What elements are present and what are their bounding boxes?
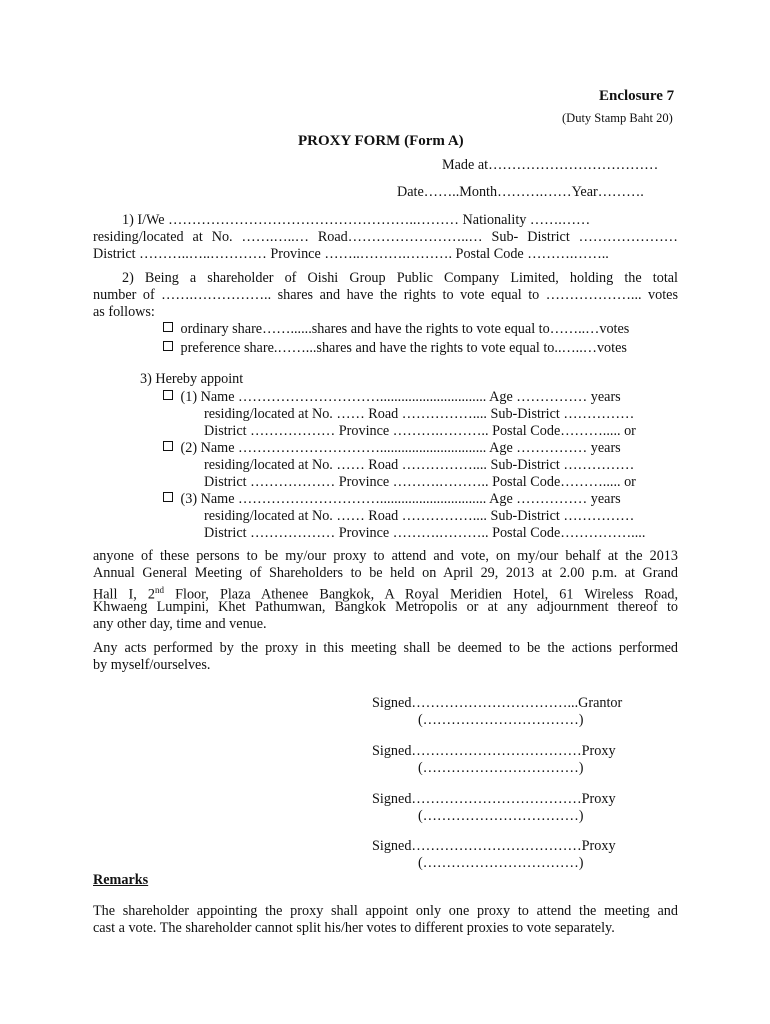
acts-paragraph-line-2: by myself/ourselves. [93,657,211,673]
proxy-1-printed-name[interactable]: (……………………………) [418,760,584,776]
shareholding-line: 2) Being a shareholder of Oishi Group Public Company Limited, holding the total [122,270,678,286]
remarks-heading: Remarks [93,872,149,888]
proxy-1-signature-line[interactable]: Signed………………………………Proxy [372,743,616,759]
proxy-3-name-text: (3) Name ………………………….............................. Age …………… years [180,491,621,507]
shareholder-name-line[interactable]: 1) I/We ……………………………………………..……… Nationality …….…… [122,212,591,228]
meeting-paragraph-line-1: anyone of these persons to be my/our proxy to attend and vote, on my/our behalf at the 2013 [93,548,678,564]
proxy-2-address-line[interactable]: residing/located at No. …… Road …………….... Sub-District …………… [204,457,635,473]
grantor-printed-name[interactable]: (……………………………) [418,712,584,728]
remarks-line-1: The shareholder appointing the proxy shall appoint only one proxy to attend the meeting and [93,903,678,919]
proxy-1-district-line[interactable]: District ……………… Province ……….……….. Postal Code………..... or [204,423,636,439]
enclosure-label: Enclosure 7 [599,88,675,104]
shareholder-address-line[interactable]: residing/located at No. …….…..… Road……………………..… Sub- District ………………… [93,229,678,245]
shares-count-line[interactable]: number of …….…………….. shares and have the rights to vote equal to ………………... votes [93,287,678,303]
as-follows-label: as follows: [93,304,155,320]
meeting-paragraph-line-3: Hall I, 2nd Floor, Plaza Athenee Bangkok, A Royal Meridien Hotel, 61 Wireless Road, [93,585,679,603]
proxy-2-district-line[interactable]: District ……………… Province ……….……….. Postal Code………..... or [204,474,636,490]
meeting-paragraph-line-4: Khwaeng Lumpini, Khet Pathumwan, Bangkok Metropolis or at any adjournment thereof to [93,599,678,615]
shareholder-district-line[interactable]: District ………..…..………… Province ……..……….………. Postal Code ……….…….. [93,246,609,262]
ordinary-share-checkbox[interactable] [163,322,173,332]
remarks-line-2: cast a vote. The shareholder cannot split his/her votes to different proxies to vote separately. [93,920,615,936]
proxy-2-printed-name[interactable]: (……………………………) [418,808,584,824]
proxy-3-checkbox[interactable] [163,492,173,502]
preference-share-checkbox[interactable] [163,341,173,351]
proxy-2-signature-line[interactable]: Signed………………………………Proxy [372,791,616,807]
preference-share-option[interactable] [163,340,627,357]
proxy-2-name-text: (2) Name ………………………….............................. Age …………… years [180,440,621,456]
grantor-signature-line[interactable]: Signed……………………………...Grantor [372,695,623,711]
form-title: PROXY FORM (Form A) [298,133,464,149]
meeting-paragraph-line-5: any other day, time and venue. [93,616,267,632]
proxy-3-address-line[interactable]: residing/located at No. …… Road …………….... Sub-District …………… [204,508,635,524]
proxy-1-checkbox[interactable] [163,390,173,400]
proxy-3-signature-line[interactable]: Signed………………………………Proxy [372,838,616,854]
proxy-1-name-text: (1) Name ………………………….............................. Age …………… years [180,389,621,405]
ordinary-share-option[interactable] [163,321,629,338]
proxy-2-name-line[interactable] [163,440,621,457]
date-field[interactable]: Date……..Month……….……Year………. [397,184,644,200]
appoint-heading: 3) Hereby appoint [140,371,244,387]
acts-paragraph-line-1: Any acts performed by the proxy in this meeting shall be deemed to be the actions performed [93,640,678,656]
proxy-3-district-line[interactable]: District ……………… Province ……….……….. Postal Code…………….... [204,525,646,541]
proxy-1-name-line[interactable] [163,389,621,406]
ordinary-share-label: ordinary share……......shares and have the rights to vote equal to……..…votes [180,321,630,337]
preference-share-label: preference share.……...shares and have the rights to vote equal to..…..…votes [180,340,627,356]
made-at-field[interactable]: Made at……………………………… [442,157,659,173]
proxy-1-address-line[interactable]: residing/located at No. …… Road …………….... Sub-District …………… [204,406,635,422]
proxy-2-checkbox[interactable] [163,441,173,451]
proxy-3-printed-name[interactable]: (……………………………) [418,855,584,871]
meeting-paragraph-line-2: Annual General Meeting of Shareholders to be held on April 29, 2013 at 2.00 p.m. at Grand [93,565,678,581]
proxy-3-name-line[interactable] [163,491,621,508]
duty-stamp-note: (Duty Stamp Baht 20) [562,111,673,125]
